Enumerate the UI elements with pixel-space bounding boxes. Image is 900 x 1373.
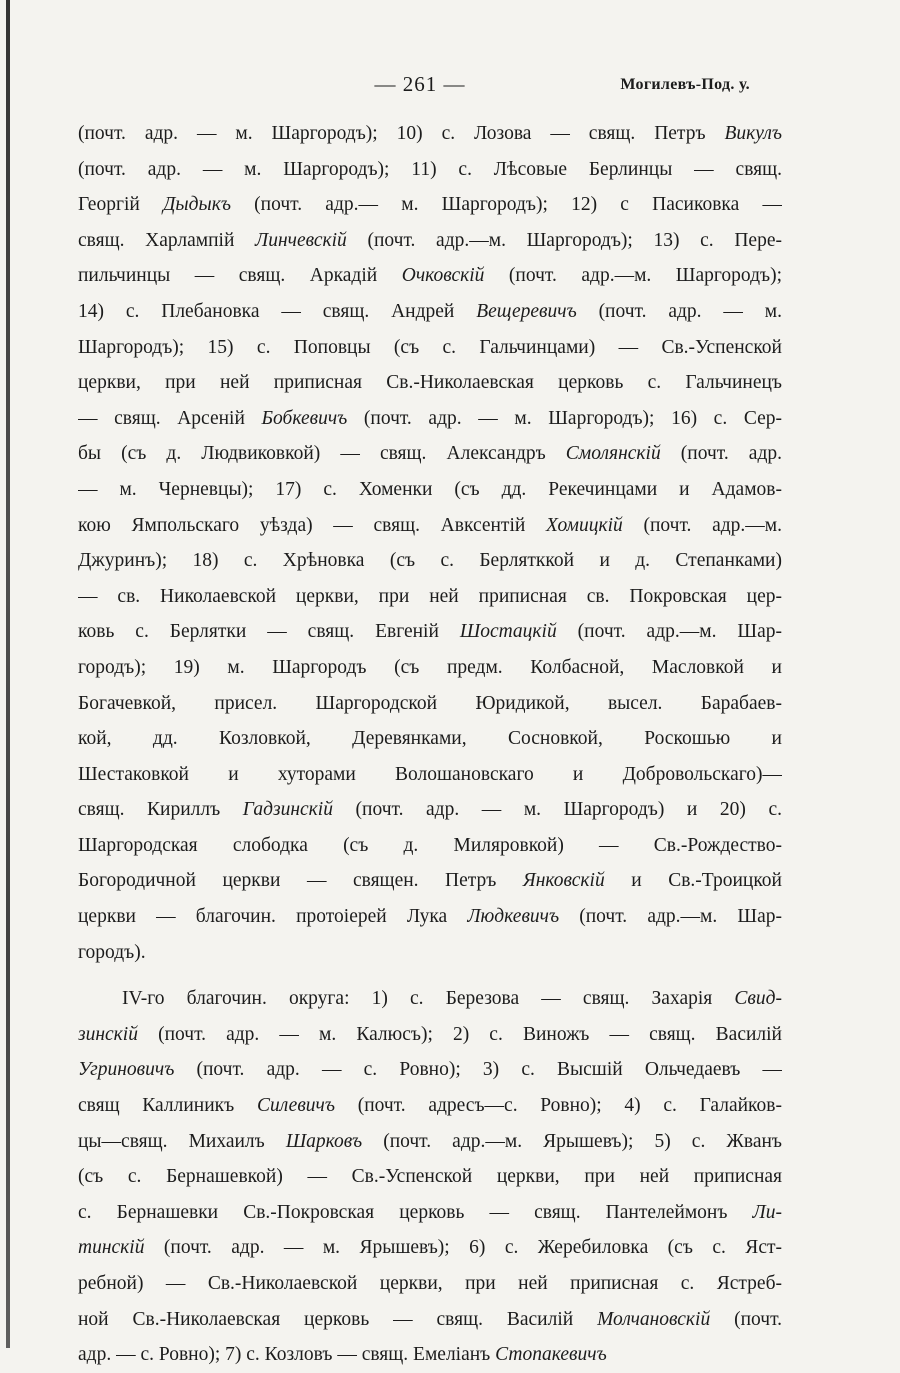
italic-name: Свид-: [734, 988, 782, 1010]
text-line: [78, 116, 782, 152]
text-line: [78, 472, 782, 508]
text-run: (почт. адр. — м.: [576, 300, 782, 322]
text-line: [78, 614, 782, 650]
paragraph: [78, 116, 782, 970]
text-run: (почт. адр.: [660, 443, 782, 465]
text-run: городъ); 19) м. Шаргородъ (съ предм. Колбасной, Масловкой и: [78, 656, 782, 678]
text-run: свящ. Харлампій: [78, 229, 256, 251]
italic-name: Очковскій: [401, 265, 485, 287]
italic-name: Молчановскій: [597, 1308, 711, 1330]
text-run: Шестаковкой и хуторами Волошановскаго и Добровольскаго)—: [78, 763, 782, 785]
text-line: [78, 579, 782, 615]
text-run: (почт. адр. — с. Ровно); 3) с. Высшій Ольчедаевъ —: [174, 1059, 782, 1081]
text-run: IV-го благочин. округа: 1) с. Березова — свящ. Захарія: [122, 988, 735, 1010]
text-line: [78, 223, 782, 259]
text-run: (почт. адр. — м. Шаргородъ); 16) с. Сер-: [347, 407, 782, 429]
text-run: (почт. адр. — м. Калюсъ); 2) с. Виножъ — свящ. Василій: [137, 1023, 782, 1045]
text-run: (почт. адр.—м. Шаргородъ); 13) с. Пере-: [346, 229, 782, 251]
italic-name: Гадзинскій: [242, 799, 333, 821]
text-line: [78, 1337, 782, 1373]
text-line: [78, 935, 782, 971]
text-run: Георгій: [78, 194, 164, 216]
text-run: кою Ямпольскаго уѣзда) — свящ. Авксентій: [78, 514, 546, 536]
text-run: ковь с. Берлятки — свящ. Евгеній: [78, 621, 460, 643]
text-line: [78, 543, 782, 579]
text-run: церкви, при ней приписная Св.-Николаевская церковь с. Гальчинецъ: [78, 372, 782, 394]
text-run: адр. — с. Ровно); 7) с. Козловъ — свящ. Емеліанъ: [78, 1344, 496, 1366]
text-line: [78, 330, 782, 366]
text-line: [78, 863, 782, 899]
text-line: [78, 1052, 782, 1088]
text-line: [78, 1266, 782, 1302]
italic-name: Стопакевичъ: [495, 1344, 607, 1366]
text-run: (почт. адр. — м. Шаргородъ); 11) с. Лѣсовые Берлинцы — свящ.: [78, 158, 782, 180]
text-run: (съ с. Бернашевкой) — Св.-Успенской церкви, при ней приписная: [78, 1166, 782, 1188]
italic-name: зинскій: [78, 1023, 138, 1045]
text-run: с. Бернашевки Св.-Покровская церковь — свящ. Пантелеймонъ: [78, 1201, 753, 1223]
page-edge-shadow: [6, 0, 10, 1348]
text-line: [78, 981, 782, 1017]
running-head: Могилевъ-Под. у.: [620, 76, 750, 93]
text-run: (почт. адр.—м. Ярышевъ); 5) с. Жванъ: [362, 1130, 782, 1152]
text-run: (почт. адресъ—с. Ровно); 4) с. Галайков-: [334, 1095, 782, 1117]
text-line: [78, 258, 782, 294]
text-line: [78, 294, 782, 330]
page-header: [0, 72, 900, 102]
text-run: — м. Черневцы); 17) с. Хоменки (съ дд. Рекечинцами и Адамов-: [78, 478, 782, 500]
text-line: [78, 365, 782, 401]
italic-name: Бобкевичъ: [261, 407, 348, 429]
italic-name: Угриновичъ: [78, 1059, 175, 1081]
text-line: [78, 436, 782, 472]
text-run: городъ).: [78, 941, 146, 963]
italic-name: Линчевскій: [255, 229, 347, 251]
italic-name: Ли-: [752, 1201, 782, 1223]
text-line: [78, 650, 782, 686]
text-run: (почт. адр.—м.: [622, 514, 782, 536]
text-line: [78, 1124, 782, 1160]
text-line: [78, 187, 782, 223]
text-line: [78, 1230, 782, 1266]
text-run: Богородичной церкви — священ. Петръ: [78, 870, 523, 892]
text-line: [78, 1088, 782, 1124]
text-run: кой, дд. Козловкой, Деревянками, Сосновкой, Роскошью и: [78, 728, 782, 750]
text-run: ребной) — Св.-Николаевской церкви, при ней приписная с. Ястреб-: [78, 1273, 782, 1294]
page-number: — 261 —: [374, 72, 466, 96]
text-line: [78, 1017, 782, 1053]
text-run: (почт. адр. — м. Ярышевъ); 6) с. Жеребиловка (съ с. Яст-: [144, 1237, 782, 1259]
italic-name: Викулъ: [724, 123, 782, 144]
text-run: и Св.-Троицкой: [604, 870, 782, 892]
italic-name: Силевичъ: [256, 1095, 335, 1117]
text-run: 14) с. Плебановка — свящ. Андрей: [78, 300, 477, 322]
text-run: пильчинцы — свящ. Аркадій: [78, 265, 402, 287]
italic-name: Хомицкій: [546, 514, 623, 536]
italic-name: тинскій: [78, 1237, 145, 1259]
text-run: бы (съ д. Людвиковкой) — свящ. Александръ: [78, 443, 566, 465]
text-line: [78, 401, 782, 437]
text-line: [78, 757, 782, 793]
text-run: церкви — благочин. протоіерей Лука: [78, 906, 468, 928]
text-run: Богачевкой, присел. Шаргородской Юридикой, высел. Барабаев-: [78, 692, 782, 714]
italic-name: Людкевичъ: [467, 906, 560, 928]
text-run: (почт.: [710, 1308, 782, 1330]
text-run: цы—свящ. Михаилъ: [78, 1130, 286, 1152]
italic-name: Смолянскій: [565, 443, 661, 465]
text-line: [78, 721, 782, 757]
text-run: (почт. адр. — м. Шаргородъ) и 20) с.: [332, 799, 782, 821]
text-run: — св. Николаевской церкви, при ней приписная св. Покровская цер-: [78, 585, 782, 607]
text-run: (почт. адр.—м. Шар-: [556, 621, 782, 643]
text-line: [78, 152, 782, 188]
text-run: свящ Каллиникъ: [78, 1095, 257, 1117]
text-line: [78, 828, 782, 864]
italic-name: Шарковъ: [285, 1130, 363, 1152]
text-run: (почт. адр.—м. Шар-: [559, 906, 782, 928]
text-line: [78, 899, 782, 935]
text-run: Джуринъ); 18) с. Хрѣновка (съ с. Берлятккой и д. Степанками): [78, 550, 782, 572]
text-line: [78, 1302, 782, 1338]
text-run: — свящ. Арсеній: [78, 407, 262, 429]
body-text: [78, 116, 782, 1373]
text-run: свящ. Кириллъ: [78, 799, 243, 821]
italic-name: Дыдыкъ: [163, 194, 231, 216]
italic-name: Янковскій: [522, 870, 605, 892]
paragraph-gap: [78, 970, 782, 981]
text-run: (почт. адр. — м. Шаргородъ); 10) с. Лозова — свящ. Петръ: [78, 123, 725, 144]
text-run: Шаргородская слободка (съ д. Миляровкой) — Св.-Рождество-: [78, 834, 782, 856]
text-line: [78, 686, 782, 722]
text-line: [78, 508, 782, 544]
paragraph: [78, 981, 782, 1373]
text-line: [78, 792, 782, 828]
italic-name: Вещеревичъ: [476, 300, 577, 322]
italic-name: Шостацкій: [459, 621, 557, 643]
text-run: ной Св.-Николаевская церковь — свящ. Василій: [78, 1308, 598, 1330]
text-run: (почт. адр.—м. Шаргородъ);: [484, 265, 782, 287]
text-run: (почт. адр.— м. Шаргородъ); 12) с Пасиковка —: [230, 194, 782, 216]
text-run: Шаргородъ); 15) с. Поповцы (съ с. Гальчинцами) — Св.-Успенской: [78, 336, 782, 358]
text-line: [78, 1159, 782, 1195]
text-line: [78, 1195, 782, 1231]
